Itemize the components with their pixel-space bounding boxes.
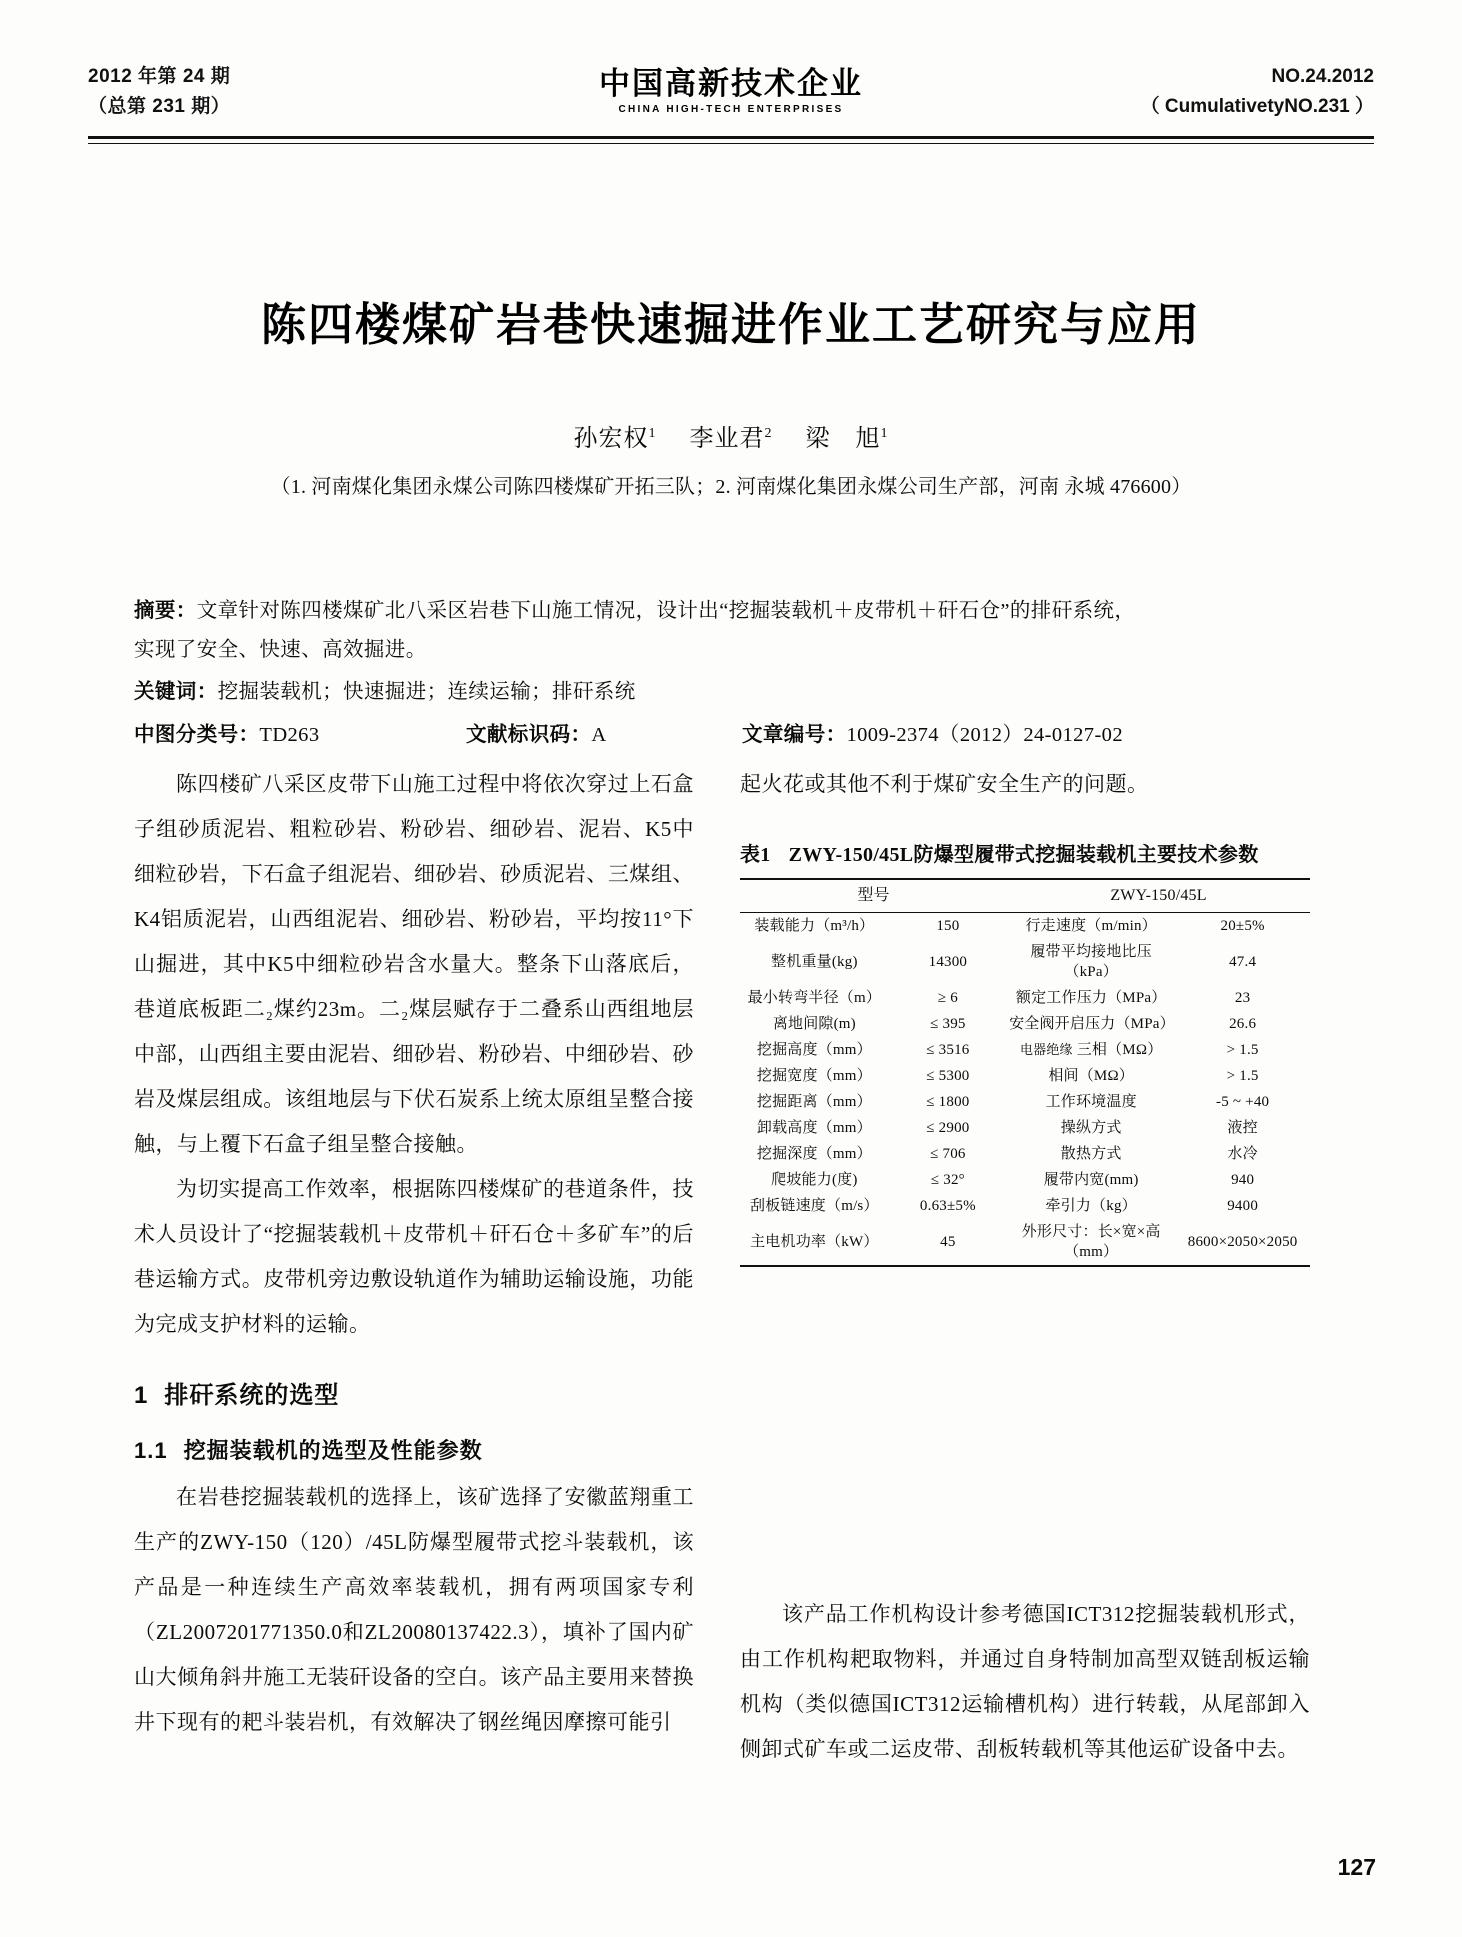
cell-label: 履带平均接地比压（kPa） [1030,944,1152,980]
cell-value: 20±5% [1220,918,1265,934]
table-row [740,1011,1310,1037]
section-heading-1-1 [134,1428,694,1473]
table-row [740,1193,1310,1219]
doc-code-label: 文献标识码： [466,724,592,746]
section-title-1-1: 挖掘装载机的选型及性能参数 [183,1438,483,1463]
cell-label: 履带内宽(mm) [1043,1172,1139,1188]
cell-label: 爬坡能力(度) [771,1172,858,1188]
cell-value: 45 [889,1219,1007,1266]
cell-label: 额定工作压力（MPa） [1015,990,1167,1006]
table-header-model: 型号 [740,879,1007,913]
table-header-row [740,879,1310,913]
table-row [740,1037,1310,1063]
section-number-1: 1 [134,1382,149,1409]
cell-value: ≥ 6 [937,990,958,1006]
cell-label: 整机重量(kg) [771,954,858,970]
section-heading-1 [134,1373,694,1418]
table-row [740,913,1310,940]
cell-label: 挖掘宽度（mm） [756,1068,872,1084]
doc-code-value: A [591,724,607,746]
article-id-value: 1009-2374（2012）24-0127-02 [846,724,1123,746]
cell-label: 安全阀开启压力（MPa） [1009,1016,1175,1032]
clc-label: 中图分类号： [134,724,260,746]
classification-row [134,716,1340,748]
cell-value: > 1.5 [1226,1042,1259,1058]
cell-label: 挖掘距离（mm） [756,1094,872,1110]
cell-value: ≤ 3516 [926,1042,970,1058]
paragraph: 陈四楼矿八采区皮带下山施工过程中将依次穿过上石盒子组砂质泥岩、粗粒砂岩、粉砂岩、细砂岩、泥岩、K5中细粒砂岩，下石盒子组泥岩、细砂岩、砂质泥岩、三煤组、K4铝质泥岩，山西组泥岩、细砂岩、粉砂岩，平均按11°下山掘进，其中K5中细粒砂岩含水量大。整条下山落底后，巷道底板距二₂煤约23m。二₂煤层赋存于二叠系山西组地层中部，山西组主要由泥岩、细砂岩、粉砂岩、中细砂岩、砂岩及煤层组成。该组地层与下伏石炭系上统太原组呈整合接触，与上覆下石盒子组呈整合接触。 [134,772,694,1156]
cell-value: -5 ~ +40 [1216,1094,1270,1110]
cell-value: ≤ 395 [930,1016,966,1032]
cell-value: 150 [936,918,960,934]
abstract-label: 摘要： [134,600,197,622]
page-header [88,62,1374,134]
cell-label: 最小转弯半径（m） [747,990,882,1006]
merged-label: 电器绝缘 [1019,1042,1073,1057]
cell-label: 散热方式 [1060,1146,1122,1162]
cell-label: 操纵方式 [1060,1120,1122,1136]
cell-value: > 1.5 [1226,1068,1259,1084]
issue-line-1: 2012 年第 24 期 [88,66,231,87]
header-rule-thin [88,143,1374,144]
cell-value: 液控 [1227,1120,1258,1136]
table-label: 表1 [740,844,771,866]
table-row [740,985,1310,1011]
issue-no-line-2: （ CumulativetyNO.231 ） [1140,96,1374,117]
author-sup-2: 2 [764,426,773,441]
cell-value: 14300 [928,954,968,970]
author-name-3: 梁 旭 [805,426,881,452]
cell-label: 牵引力（kg） [1045,1198,1137,1214]
table-row [740,1167,1310,1193]
table-row [740,1089,1310,1115]
cell-label: 卸载高度（mm） [756,1120,872,1136]
author-name-2: 李业君 [689,426,765,452]
author-sup-3: 1 [880,426,889,441]
article-id-label: 文章编号： [742,724,847,746]
right-column-bottom [740,1592,1310,1772]
clc-field [134,716,319,755]
table-row [740,939,1310,985]
doc-code-field [466,716,607,755]
cell-label: 刮板链速度（m/s） [750,1198,879,1214]
cell-value: 水冷 [1227,1146,1258,1162]
journal-name-cn: 中国高新技术企业 [599,66,863,102]
cell-label: 外形尺寸：长×宽×高（mm） [1007,1219,1175,1266]
keywords-row [134,673,1340,712]
table-caption [740,838,1310,867]
cell-value: ≤ 32° [930,1172,965,1188]
cell-label: 离地间隙(m) [772,1016,856,1032]
table-row [740,1141,1310,1167]
cell-label-text: 三相（MΩ） [1076,1042,1163,1058]
cell-label: 装载能力（m³/h） [754,918,875,934]
section-title-1: 排矸系统的选型 [164,1382,340,1409]
table-row [740,1063,1310,1089]
abstract-block [134,592,1340,748]
keywords-text: 挖掘装载机；快速掘进；连续运输；排矸系统 [217,681,636,703]
page-title: 陈四楼煤矿岩巷快速掘进作业工艺研究与应用 [260,298,1201,351]
cell-value: 47.4 [1229,954,1257,970]
issue-no-line-1: NO.24.2012 [1271,66,1374,87]
cell-label: 挖掘深度（mm） [756,1146,872,1162]
cell-value: 23 [1234,990,1251,1006]
author-sup-1: 1 [648,426,657,441]
table-caption-text: ZWY-150/45L防爆型履带式挖掘装载机主要技术参数 [788,844,1259,866]
parameters-table [740,878,1310,1267]
cell-label: 行走速度（m/min） [1025,918,1157,934]
page-number: 127 [1337,1854,1376,1880]
section-number-1-1: 1.1 [134,1438,168,1463]
header-rule [88,136,1374,139]
table-row [740,1115,1310,1141]
cell-value: ≤ 1800 [926,1094,970,1110]
cell-value: ≤ 2900 [926,1120,970,1136]
cell-value: 8600×2050×2050 [1175,1219,1310,1266]
cell-value: ≤ 706 [930,1146,966,1162]
author-name-1: 孙宏权 [573,426,649,452]
journal-masthead [599,58,863,115]
issue-number [1141,62,1374,122]
cell-value: 0.63±5% [919,1198,976,1214]
issue-line-2: （总第 231 期） [88,96,231,117]
cell-label: 挖掘高度（mm） [756,1042,872,1058]
keywords-label: 关键词： [134,681,218,703]
clc-value: TD263 [259,724,320,746]
paragraph: 为切实提高工作效率，根据陈四楼煤矿的巷道条件，技术人员设计了“挖掘装载机＋皮带机＋矸石仓＋多矿车”的后巷运输方式。皮带机旁边敷设轨道作为辅助运输设施，功能为完成支护材料的运输。 [134,1177,694,1336]
left-column [134,762,694,1745]
cell-value: 26.6 [1229,1016,1257,1032]
paragraph: 该产品工作机构设计参考德国ICT312挖掘装载机形式，由工作机构耙取物料，并通过自身特制加高型双链刮板运输机构（类似德国ICT312运输槽机构）进行转载，从尾部卸入侧卸式矿车或二运皮带、刮板转载机等其他运矿设备中去。 [740,1602,1310,1761]
cell-value: 9400 [1227,1198,1259,1214]
cell-value: ≤ 5300 [926,1068,970,1084]
abstract-line-1 [134,592,1340,631]
abstract-line-2: 实现了安全、快速、高效掘进。 [134,639,427,661]
abstract-text-1: 文章针对陈四楼煤矿北八采区岩巷下山施工情况，设计出“挖掘装载机＋皮带机＋矸石仓”的排矸系统， [196,600,1136,622]
issue-info [88,62,230,122]
cell-value: 940 [1231,1172,1255,1188]
cell-label [1007,1037,1175,1063]
cell-label: 相间（MΩ） [1048,1068,1134,1084]
right-column-top [740,762,1310,807]
paragraph: 起火花或其他不利于煤矿安全生产的问题。 [740,772,1149,796]
cell-label: 工作环境温度 [1045,1094,1137,1110]
article-id-field [742,716,1123,755]
table-row [740,1219,1310,1266]
author-affiliation: （1. 河南煤化集团永煤公司陈四楼煤矿开拓三队；2. 河南煤化集团永煤公司生产部，河南 永城 476600） [270,476,1192,498]
journal-name-en: CHINA HIGH-TECH ENTERPRISES [618,104,844,115]
author-list [0,418,1462,453]
cell-label: 主电机功率（kW） [740,1219,889,1266]
table-header-value: ZWY-150/45L [1007,879,1310,913]
paragraph: 在岩巷挖掘装载机的选择上，该矿选择了安徽蓝翔重工生产的ZWY-150（120）/45L防爆型履带式挖斗装载机，该产品是一种连续生产高效率装载机，拥有两项国家专利（ZL2007201771350.0和ZL20080137422.3），填补了国内矿山大倾角斜井施工无装矸设备的空白。该产品主要用来替换井下现有的耙斗装岩机，有效解决了钢丝绳因摩擦可能引 [134,1485,694,1734]
